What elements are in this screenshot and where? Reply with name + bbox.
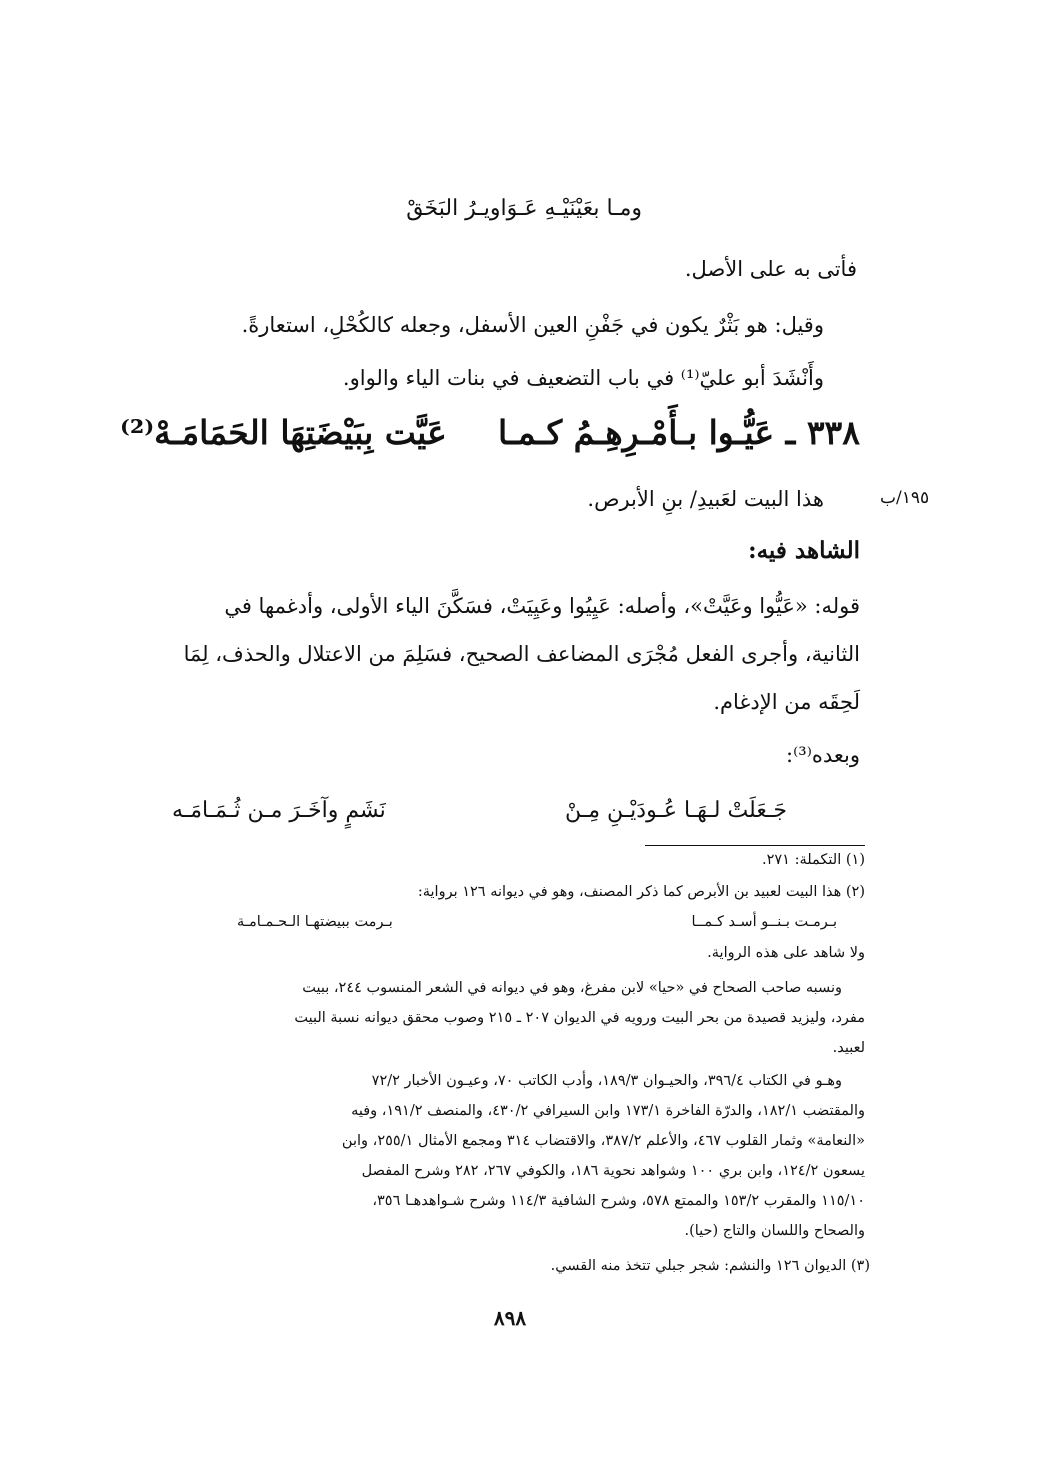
paragraph-3: وأَنْشَدَ أبو عليّ⁽¹⁾ في باب التضعيف في بنات الياء والواو. bbox=[342, 366, 824, 390]
footnote-separator bbox=[645, 845, 865, 846]
after-verse-label: وبعده⁽³⁾: bbox=[786, 743, 860, 767]
footnote-2-para3-line1: وهـو في الكتاب ٣٩٦/٤، والحيـوان ١٨٩/٣، وأدب الكاتب ٧٠، وعيـون الأخبار ٧٢/٢ bbox=[371, 1073, 842, 1089]
second-verse bbox=[172, 798, 787, 823]
main-verse-first-hemistich: ٣٣٨ ـ عَيُّـوا بـأَمْـرِهِـمُ كـمـا bbox=[497, 413, 860, 452]
footnote-2-para3-line5: ١١٥/١٠ والمقرب ١٥٣/٢ والممتع ٥٧٨، وشرح الشافية ١١٤/٣ وشرح شـواهدهـا ٣٥٦، bbox=[372, 1193, 865, 1209]
footnote-2-verse-second: بـرمت ببيضتهـا الـحـمـامـة bbox=[237, 914, 393, 930]
explanation-line-2: الثانية، وأجرى الفعل مُجْرَى المضاعف الصحيح، فسَلِمَ من الاعتلال والحذف، لِمَا bbox=[183, 642, 860, 666]
verse-attribution: هذا البيت لعَبيدِ/ بنِ الأبرص. bbox=[587, 487, 824, 511]
footnote-2-para3-line6: والصحاح واللسان والتاج (حيا). bbox=[684, 1223, 865, 1239]
footnote-2-para2-line2: مفرد، وليزيد قصيدة من بحر البيت ورويه في الديوان ٢٠٧ ـ ٢١٥ وصوب محقق ديوانه نسبة البيت bbox=[294, 1010, 865, 1026]
paragraph-1: فأتى به على الأصل. bbox=[684, 257, 857, 281]
main-verse-second-hemistich: عَيَّت بِبَيْضَتِهَا الحَمَامَـهْ⁽²⁾ bbox=[120, 413, 447, 452]
footnote-2-intro: (٢) هذا البيت لعبيد بن الأبرص كما ذكر المصنف، وهو في ديوانه ١٢٦ برواية: bbox=[417, 884, 865, 900]
footnote-2-para2-line3: لعبيد. bbox=[832, 1040, 865, 1056]
main-verse bbox=[120, 413, 860, 452]
footnote-2-para3-line4: يسعون ١٢٤/٢، وابن بري ١٠٠ وشواهد نحوية ١٨٦، والكوفي ٢٦٧، ٢٨٢ وشرح المفصل bbox=[361, 1163, 865, 1179]
second-verse-second-hemistich: نَشَمٍ وآخَـرَ مـن ثُـمَـامَـه bbox=[172, 798, 386, 823]
explanation-line-3: لَحِقَه من الإدغام. bbox=[713, 690, 860, 714]
second-verse-first-hemistich: جَـعَلَتْ لـهَـا عُـودَيْـنِ مِـنْ bbox=[565, 798, 787, 823]
manuscript-folio-reference: ١٩٥/ب bbox=[880, 488, 930, 508]
footnote-2-verse-first: بـرمـت بـنــو أسـد كـمــا bbox=[691, 914, 837, 930]
footnote-2-para3-line3: «النعامة» وثمار القلوب ٤٦٧، والأعلم ٣٨٧/٢، والاقتضاب ٣١٤ ومجمع الأمثال ٢٥٥/١، وابن bbox=[341, 1133, 865, 1149]
shahid-heading: الشاهد فيه: bbox=[748, 537, 860, 564]
top-hemistich: ومـا بعَيْنَيْـهِ عَـوَاويـرُ البَخَقْ bbox=[406, 196, 642, 221]
footnote-2-verse bbox=[237, 914, 837, 930]
footnote-1: (١) التكملة: ٢٧١. bbox=[761, 852, 865, 868]
footnote-2-para3-line2: والمقتضب ١٨٢/١، والدرّة الفاخرة ١٧٣/١ وابن السيرافي ٤٣٠/٢، والمنصف ١٩١/٢، وفيه bbox=[351, 1103, 865, 1119]
footnote-2-no-shahid: ولا شاهد على هذه الرواية. bbox=[707, 945, 865, 961]
page-number: ٨٩٨ bbox=[493, 1306, 527, 1330]
footnote-3: (٣) الديوان ١٢٦ والنشم: شجر جبلي تتخذ منه القسي. bbox=[550, 1258, 870, 1274]
paragraph-2: وقيل: هو بَثْرٌ يكون في جَفْنِ العين الأسفل، وجعله كالكُحْلِ، استعارةً. bbox=[241, 313, 824, 337]
explanation-line-1: قوله: «عَيُّوا وعَيَّتْ»، وأصله: عَيِيُوا وعَيِيَتْ، فسَكَّنَ الياء الأولى، وأدغمها في bbox=[224, 594, 860, 618]
footnote-2-para2-line1: ونسبه صاحب الصحاح في «حيا» لابن مفرغ، وهو في ديوانه في الشعر المنسوب ٢٤٤، ببيت bbox=[302, 980, 842, 996]
